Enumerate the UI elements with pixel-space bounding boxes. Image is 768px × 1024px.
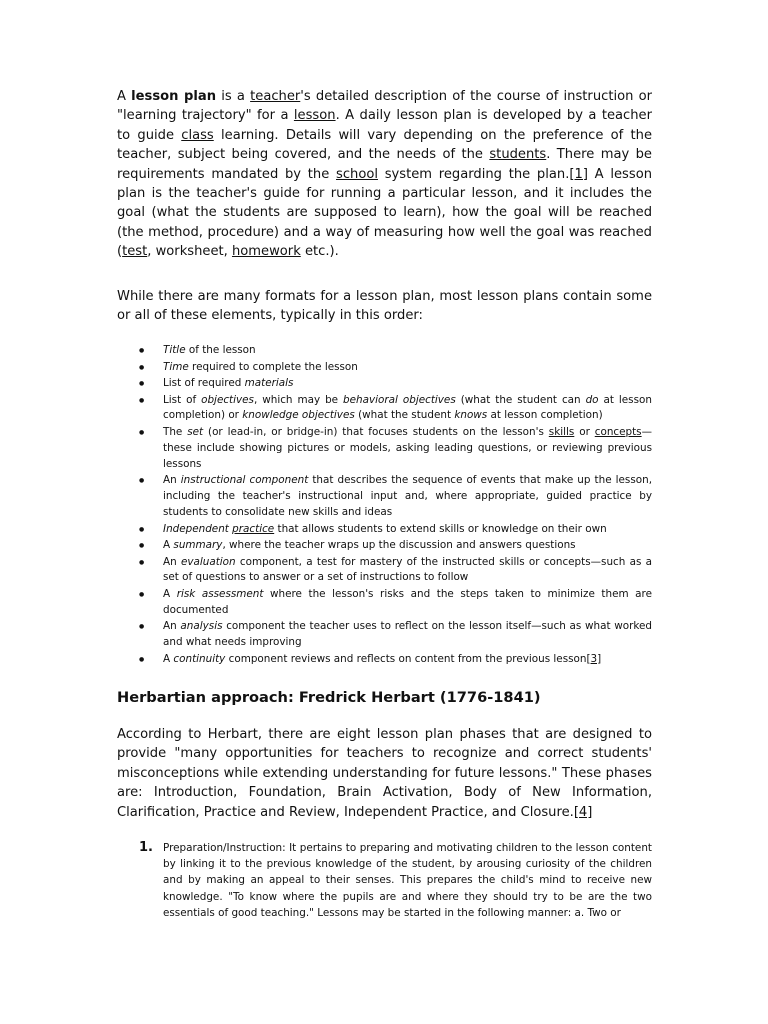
text: continuity <box>173 652 226 665</box>
list-item <box>117 555 652 587</box>
text: at lesson completion) <box>487 409 603 422</box>
reference-1-link[interactable]: [1] <box>569 166 588 182</box>
text: (what the student <box>354 409 455 422</box>
text: , which may be <box>253 393 344 406</box>
text: Independent <box>163 522 233 535</box>
text: A <box>163 652 174 665</box>
text: knowledge objectives <box>242 409 355 422</box>
test-link[interactable]: test <box>122 244 148 260</box>
text: set <box>187 425 204 438</box>
homework-link[interactable]: homework <box>231 244 301 260</box>
list-item <box>117 652 652 668</box>
text: of the lesson <box>185 344 256 356</box>
class-link[interactable]: class <box>181 127 214 143</box>
text: component, a test for mastery of the instructed skills or concepts—such as a set of questions to answer or a set of instructions to follow <box>163 555 652 584</box>
text: summary <box>173 539 223 552</box>
item-text: Preparation/Instruction: It pertains to preparing and motivating children to the lesson content by linking it to the previous knowledge of the student, by arousing curiosity of the children and by making an appeal to their senses. This prepares the child's mind to receive new knowledge. "To know where the pupils are and where they should try to be are the two essentials of good teaching." Lessons may be started in the following manner: a. Two or <box>163 842 652 919</box>
list-item <box>117 619 652 651</box>
text: A <box>117 89 132 104</box>
text: where the lesson's risks and the steps taken to minimize them are documented <box>163 587 652 616</box>
text: etc.). <box>300 244 339 260</box>
text: According to Herbart, there are eight lesson plan phases that are designed to provide "many opportunities for teachers to recognize and correct students' misconceptions while extending understanding for future lessons." These phases are: Introduction, Foundation, Brain Activation, Body of New Information, Clarification, Practice and Review, Independent Practice, and Closure. <box>117 727 652 820</box>
list-item <box>117 393 652 425</box>
text: Time <box>163 360 189 373</box>
text: that allows students to extend skills or knowledge on their own <box>274 522 607 535</box>
list-item <box>117 473 652 521</box>
text: A <box>163 539 174 552</box>
text: learning. Details will vary depending on the preference of the teacher, subject being covered, and the needs of the <box>117 127 652 163</box>
text: system regarding the plan. <box>377 166 570 182</box>
text: that describes the sequence of events that make up the lesson, including the teacher's instructional input and, where appropriate, guided practice by students to consolidate new skills and ideas <box>163 474 652 519</box>
text: (what the student can <box>455 393 586 406</box>
lesson-elements-list <box>117 343 652 668</box>
text: 's detailed description of the course of instruction or "learning trajectory" for a <box>117 89 652 124</box>
list-item <box>117 343 652 359</box>
item-number: 1. <box>139 840 153 855</box>
list-item <box>117 376 652 392</box>
text: is a <box>216 89 251 104</box>
text: behavioral objectives <box>343 393 456 406</box>
reference-4-link[interactable]: [4] <box>573 804 593 820</box>
text: An <box>163 474 181 487</box>
text: component the teacher uses to reflect on the lesson itself—such as what worked and what needs improving <box>163 620 653 649</box>
text: , worksheet, <box>147 244 232 260</box>
text: —these include showing pictures or models, asking leading questions, or reviewing previous lessons <box>163 425 652 470</box>
lesson-plan-term: lesson plan <box>131 89 217 104</box>
list-item <box>117 360 652 376</box>
text: knows <box>454 409 488 422</box>
text: risk assessment <box>176 587 264 600</box>
teacher-link[interactable]: teacher <box>250 89 301 104</box>
list-item <box>117 425 652 473</box>
text: required to complete the lesson <box>188 360 358 373</box>
lesson-link[interactable]: lesson <box>293 108 336 124</box>
text: The <box>163 425 188 438</box>
text: or <box>574 425 595 438</box>
list-item <box>117 522 652 538</box>
text: A lesson plan is the teacher's guide for running a particular lesson, and it includes the goal (what the students are supposed to learn), how the goal will be reached (the method, procedure) and a way of measuring how well the goal was reached ( <box>117 166 653 260</box>
list-item <box>117 538 652 554</box>
text: evaluation <box>180 555 236 568</box>
text: (or lead-in, or bridge-in) that focuses students on the lesson's <box>203 425 549 438</box>
elements-intro-paragraph: While there are many formats for a lesson plan, most lesson plans contain some or all of these elements, typically in this order: <box>117 289 652 324</box>
text: An <box>163 555 181 568</box>
text: A <box>163 587 177 600</box>
text: Title <box>163 344 186 356</box>
concepts-link[interactable]: concepts <box>594 425 642 438</box>
practice-link[interactable]: practice <box>232 522 275 535</box>
reference-3-link[interactable]: [3] <box>586 652 602 665</box>
students-link[interactable]: students <box>489 147 547 163</box>
text: . There may be requirements mandated by the <box>117 147 652 182</box>
text: instructional component <box>180 474 309 487</box>
text: List of <box>163 393 202 406</box>
text: do <box>585 393 599 406</box>
intro-paragraph <box>117 87 652 262</box>
text: . A daily lesson plan is developed by a teacher to guide <box>117 108 652 143</box>
text: analysis <box>180 620 223 633</box>
text: An <box>163 620 181 633</box>
text: , where the teacher wraps up the discussion and answers questions <box>222 539 576 552</box>
text: materials <box>244 377 294 389</box>
skills-link[interactable]: skills <box>548 425 575 438</box>
list-item <box>117 587 652 619</box>
numbered-item <box>117 840 652 921</box>
text: component reviews and reflects on content from the previous lesson <box>225 652 587 665</box>
herbart-paragraph <box>117 725 652 822</box>
text: at lesson completion) or <box>163 393 652 422</box>
text: objectives <box>201 393 254 406</box>
section-heading: Herbartian approach: Fredrick Herbart (1776-1841) <box>117 689 541 706</box>
school-link[interactable]: school <box>336 166 378 182</box>
text: List of required <box>163 377 245 389</box>
